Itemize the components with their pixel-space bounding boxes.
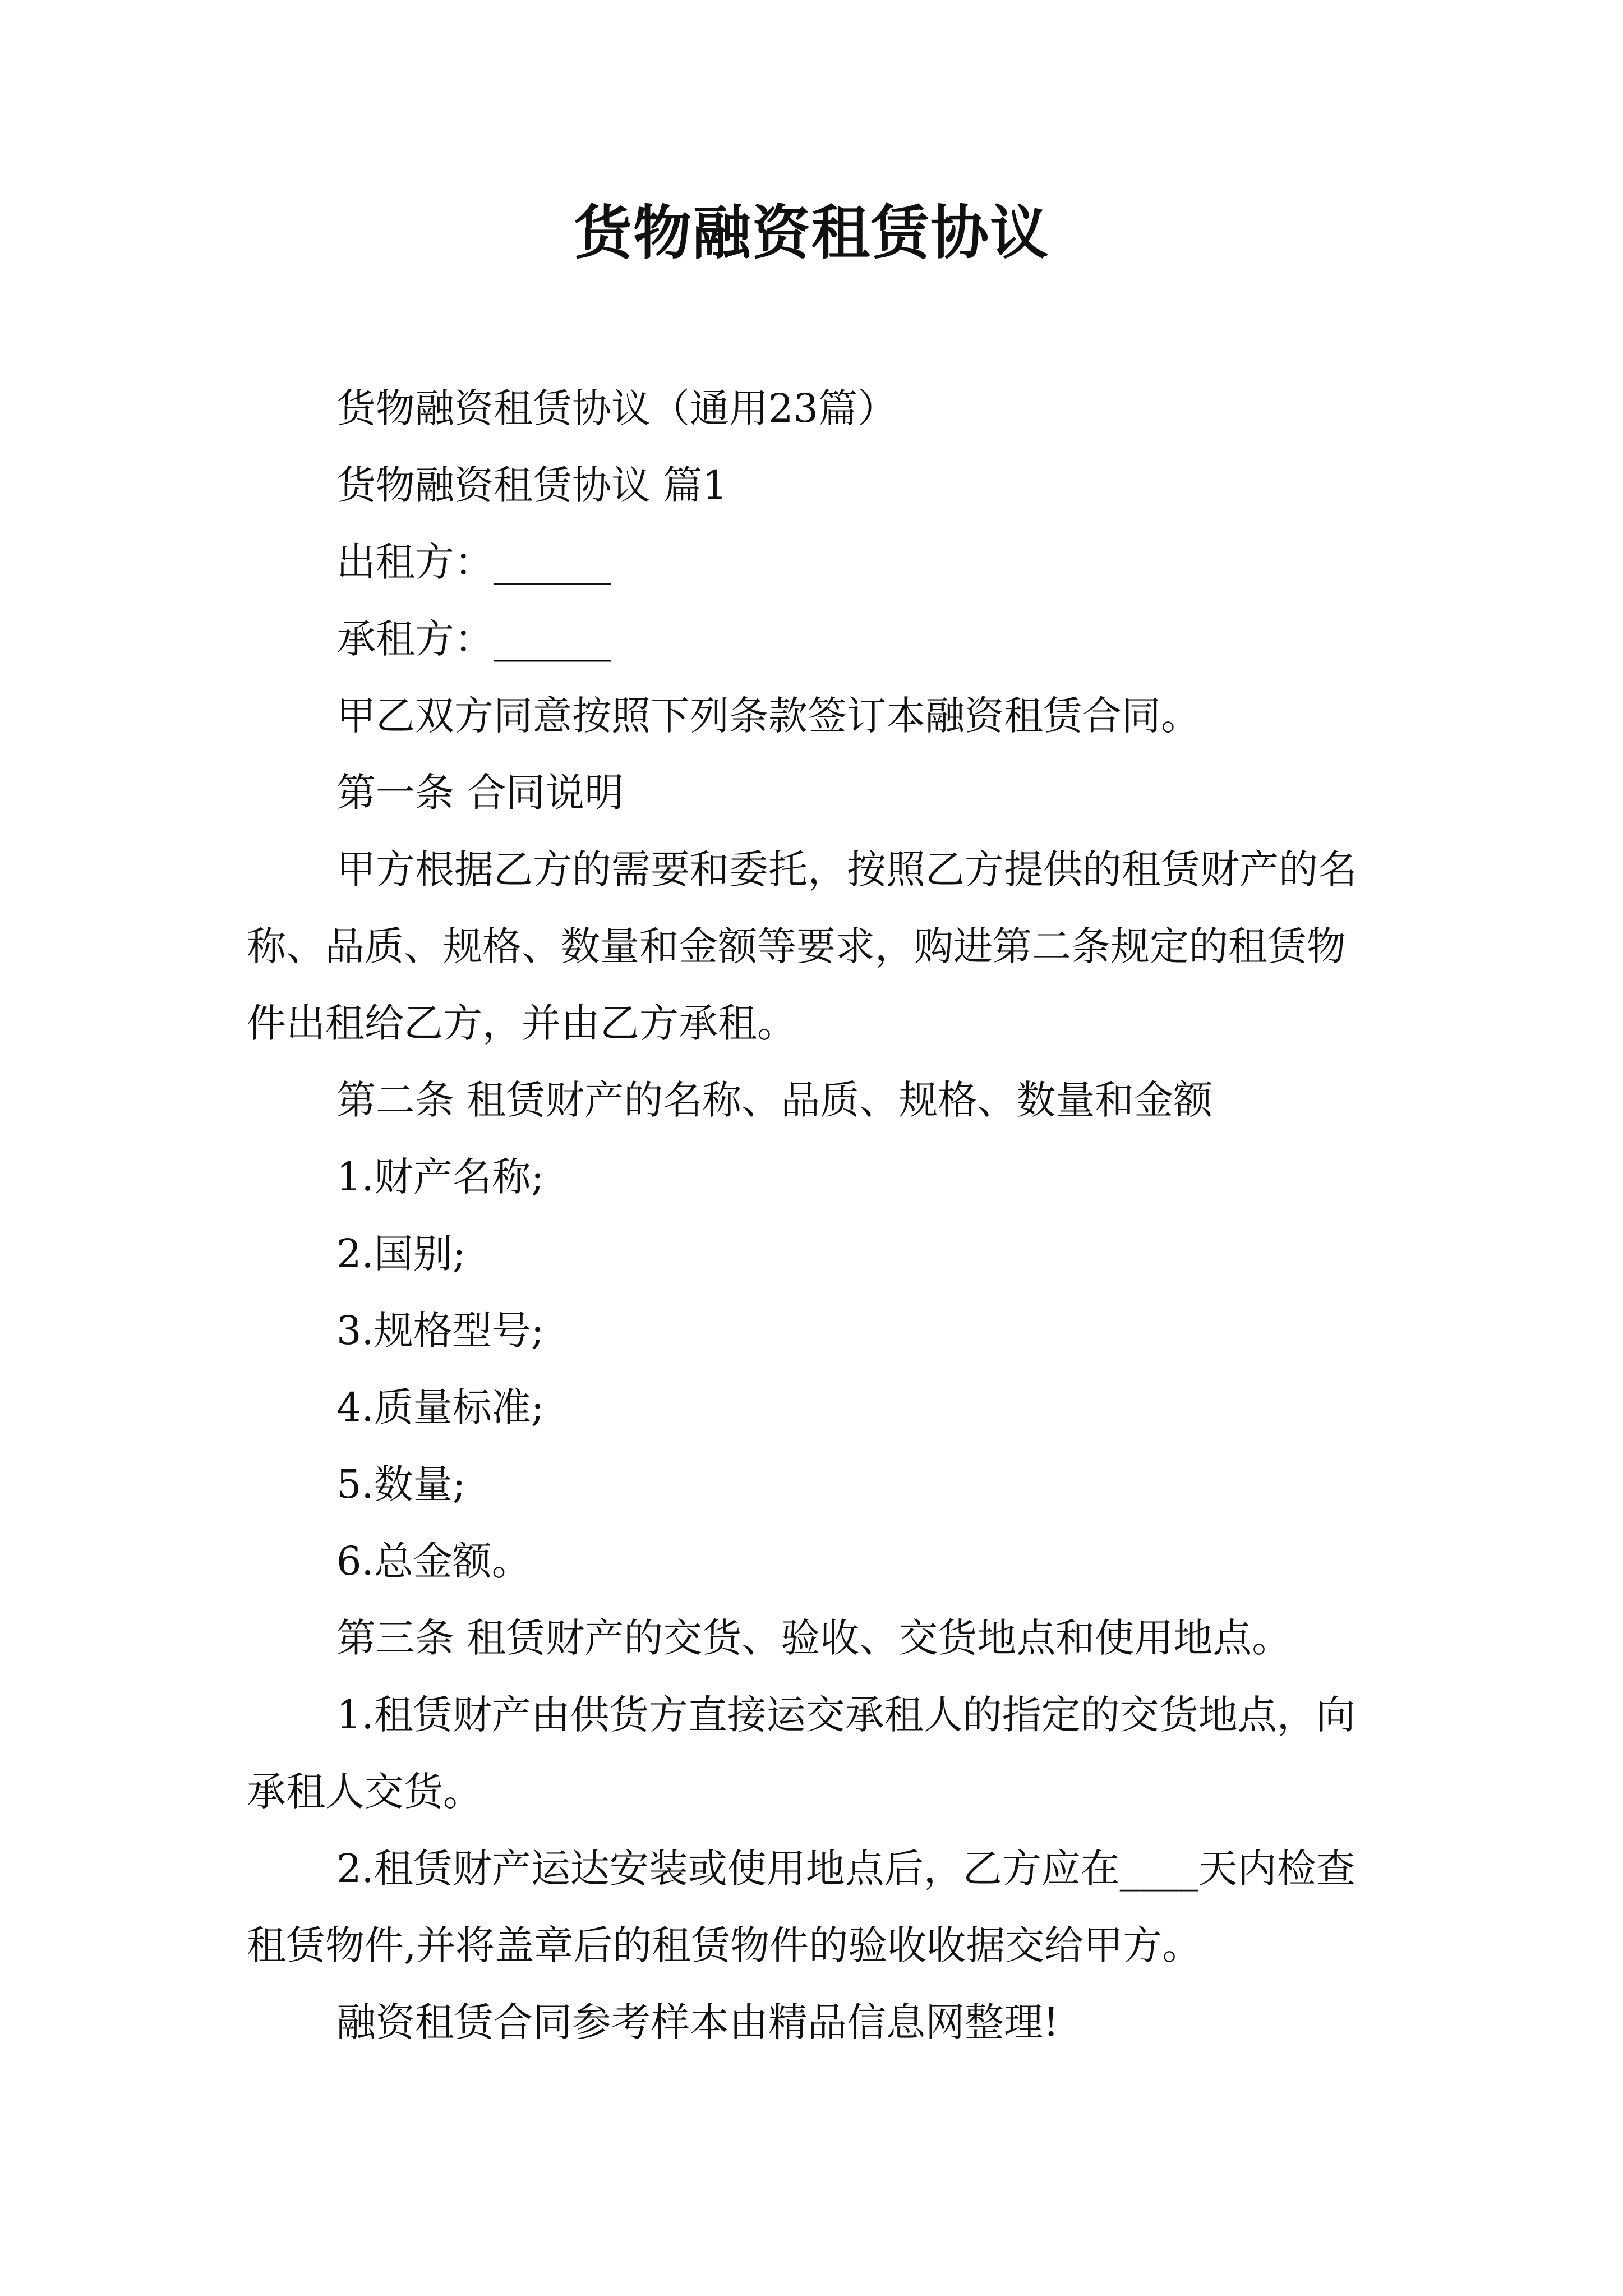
lessor-line: 出租方：______ (336, 539, 611, 585)
list-item: 6.总金额。 (336, 1538, 531, 1584)
list-item: 4.质量标准; (336, 1384, 545, 1430)
list-item: 1.财产名称; (336, 1154, 545, 1200)
list-item: 3.规格型号; (336, 1308, 545, 1354)
article-heading: 第二条 租赁财产的名称、品质、规格、数量和金额 (336, 1077, 1213, 1123)
document-title: 货物融资租赁协议 (573, 198, 1049, 267)
paragraph: 1.租赁财产由供货方直接运交承租人的指定的交货地点，向承租人交货。 (247, 1692, 1355, 1815)
article-heading: 第一条 合同说明 (336, 770, 624, 816)
section-heading: 货物融资租赁协议 篇1 (336, 462, 727, 508)
lessee-line: 承租方：______ (336, 616, 611, 662)
list-item: 2.国别; (336, 1231, 466, 1277)
article-heading: 第三条 租赁财产的交货、验收、交货地点和使用地点。 (336, 1615, 1292, 1661)
paragraph: 融资租赁合同参考样本由精品信息网整理! (336, 1999, 1059, 2045)
document-body (247, 370, 1380, 2061)
paragraph: 2.租赁财产运达安装或使用地点后，乙方应在____天内检查租赁物件,并将盖章后的租赁物件的验收收据交给甲方。 (247, 1846, 1355, 1968)
subtitle-line: 货物融资租赁协议（通用23篇） (336, 385, 897, 431)
paragraph: 甲方根据乙方的需要和委托，按照乙方提供的租赁财产的名称、品质、规格、数量和金额等要求，购进第二条规定的租赁物件出租给乙方，并由乙方承租。 (247, 846, 1357, 1046)
paragraph: 甲乙双方同意按照下列条款签订本融资租赁合同。 (336, 693, 1200, 739)
list-item: 5.数量; (336, 1461, 466, 1507)
